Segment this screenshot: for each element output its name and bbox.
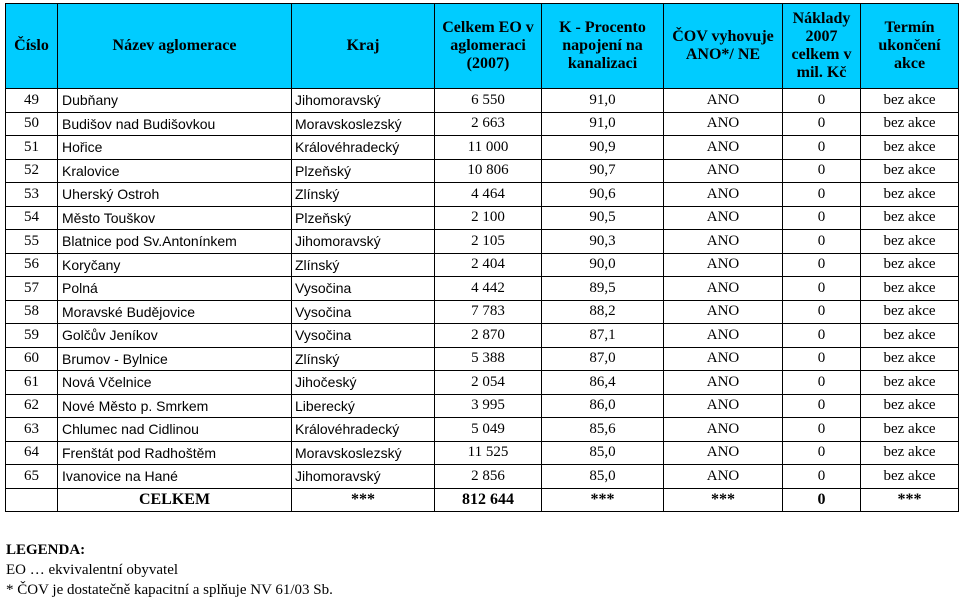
cell-cislo: 56 [6,253,58,277]
cell-procento: 90,3 [542,230,664,254]
cell-nazev: Brumov - Bylnice [58,347,292,371]
cell-termin: bez akce [861,277,959,301]
cell-nazev: Chlumec nad Cidlinou [58,418,292,442]
cell-eo: 4 442 [435,277,542,301]
cell-kraj: Plzeňský [292,159,435,183]
cell-termin: bez akce [861,206,959,230]
total-naklady: 0 [783,488,861,512]
cell-termin: bez akce [861,89,959,113]
cell-kraj: Královéhradecký [292,418,435,442]
cell-cov: ANO [664,206,783,230]
header-naklady: Náklady 2007 celkem v mil. Kč [783,4,861,89]
header-termin: Termín ukončení akce [861,4,959,89]
table-row [6,347,959,371]
cell-eo: 2 856 [435,465,542,489]
cell-procento: 89,5 [542,277,664,301]
cell-nazev: Blatnice pod Sv.Antonínkem [58,230,292,254]
cell-cislo: 51 [6,136,58,160]
cell-naklady: 0 [783,441,861,465]
total-label: CELKEM [58,488,292,512]
cell-cislo: 61 [6,371,58,395]
cell-procento: 86,0 [542,394,664,418]
header-cislo: Číslo [6,4,58,89]
header-nazev: Název aglomerace [58,4,292,89]
cell-procento: 85,0 [542,465,664,489]
cell-eo: 7 783 [435,300,542,324]
cell-termin: bez akce [861,230,959,254]
cell-naklady: 0 [783,230,861,254]
cell-procento: 85,0 [542,441,664,465]
cell-nazev: Kralovice [58,159,292,183]
cell-procento: 91,0 [542,89,664,113]
cell-cov: ANO [664,277,783,301]
cell-cov: ANO [664,324,783,348]
cell-cov: ANO [664,159,783,183]
aglomerace-table [5,3,959,512]
header-row [6,4,959,89]
cell-naklady: 0 [783,300,861,324]
total-procento: *** [542,488,664,512]
cell-cislo: 63 [6,418,58,442]
cell-termin: bez akce [861,347,959,371]
header-eo: Celkem EO v aglomeraci (2007) [435,4,542,89]
cell-kraj: Vysočina [292,300,435,324]
table-row [6,206,959,230]
cell-procento: 86,4 [542,371,664,395]
cell-nazev: Uherský Ostroh [58,183,292,207]
cell-naklady: 0 [783,277,861,301]
table-row [6,277,959,301]
cell-eo: 6 550 [435,89,542,113]
cell-eo: 2 870 [435,324,542,348]
cell-cislo: 50 [6,112,58,136]
cell-termin: bez akce [861,465,959,489]
cell-eo: 4 464 [435,183,542,207]
cell-naklady: 0 [783,324,861,348]
cell-cislo: 58 [6,300,58,324]
cell-nazev: Polná [58,277,292,301]
cell-naklady: 0 [783,206,861,230]
cell-naklady: 0 [783,371,861,395]
cell-nazev: Hořice [58,136,292,160]
cell-procento: 85,6 [542,418,664,442]
cell-kraj: Vysočina [292,277,435,301]
table-row [6,89,959,113]
cell-procento: 90,9 [542,136,664,160]
cell-procento: 90,6 [542,183,664,207]
table-row [6,418,959,442]
cell-cislo: 54 [6,206,58,230]
table-row [6,159,959,183]
cell-termin: bez akce [861,159,959,183]
cell-cov: ANO [664,347,783,371]
cell-procento: 90,7 [542,159,664,183]
cell-cislo: 65 [6,465,58,489]
cell-naklady: 0 [783,418,861,442]
cell-eo: 2 105 [435,230,542,254]
cell-naklady: 0 [783,347,861,371]
cell-kraj: Liberecký [292,394,435,418]
cell-nazev: Golčův Jeníkov [58,324,292,348]
cell-eo: 11 525 [435,441,542,465]
total-eo: 812 644 [435,488,542,512]
cell-termin: bez akce [861,136,959,160]
cell-nazev: Koryčany [58,253,292,277]
cell-kraj: Moravskoslezský [292,112,435,136]
cell-kraj: Zlínský [292,253,435,277]
cell-nazev: Frenštát pod Radhoštěm [58,441,292,465]
table-row [6,253,959,277]
cell-cov: ANO [664,441,783,465]
cell-termin: bez akce [861,418,959,442]
cell-cislo: 64 [6,441,58,465]
cell-nazev: Nové Město p. Smrkem [58,394,292,418]
cell-cislo: 55 [6,230,58,254]
cell-cislo: 57 [6,277,58,301]
total-cislo [6,488,58,512]
cell-procento: 90,5 [542,206,664,230]
header-kraj: Kraj [292,4,435,89]
cell-nazev: Ivanovice na Hané [58,465,292,489]
total-termin: *** [861,488,959,512]
table-row [6,230,959,254]
cell-cov: ANO [664,394,783,418]
cell-cov: ANO [664,112,783,136]
cell-kraj: Královéhradecký [292,136,435,160]
cell-termin: bez akce [861,253,959,277]
total-cov: *** [664,488,783,512]
cell-cov: ANO [664,183,783,207]
cell-termin: bez akce [861,112,959,136]
table-row [6,112,959,136]
cell-termin: bez akce [861,441,959,465]
cell-eo: 5 049 [435,418,542,442]
cell-naklady: 0 [783,394,861,418]
cell-kraj: Jihočeský [292,371,435,395]
cell-nazev: Dubňany [58,89,292,113]
cell-cov: ANO [664,89,783,113]
total-kraj: *** [292,488,435,512]
legend-title: LEGENDA: [6,542,86,558]
cell-cov: ANO [664,300,783,324]
table-row [6,300,959,324]
cell-naklady: 0 [783,253,861,277]
cell-eo: 5 388 [435,347,542,371]
table-row [6,371,959,395]
cell-cislo: 60 [6,347,58,371]
header-cov: ČOV vyhovuje ANO*/ NE [664,4,783,89]
cell-kraj: Vysočina [292,324,435,348]
table-body [6,89,959,512]
table-row [6,465,959,489]
table-row [6,324,959,348]
cell-termin: bez akce [861,394,959,418]
cell-naklady: 0 [783,136,861,160]
cell-kraj: Jihomoravský [292,465,435,489]
cell-termin: bez akce [861,300,959,324]
cell-eo: 2 663 [435,112,542,136]
cell-eo: 2 054 [435,371,542,395]
cell-nazev: Moravské Budějovice [58,300,292,324]
cell-termin: bez akce [861,183,959,207]
cell-eo: 3 995 [435,394,542,418]
cell-procento: 87,0 [542,347,664,371]
cell-eo: 10 806 [435,159,542,183]
cell-eo: 2 100 [435,206,542,230]
cell-naklady: 0 [783,465,861,489]
header-procento: K - Procento napojení na kanalizaci [542,4,664,89]
table-row [6,136,959,160]
cell-procento: 90,0 [542,253,664,277]
cell-cov: ANO [664,230,783,254]
cell-procento: 91,0 [542,112,664,136]
cell-nazev: Město Touškov [58,206,292,230]
cell-procento: 88,2 [542,300,664,324]
table-row [6,394,959,418]
cell-nazev: Nová Včelnice [58,371,292,395]
cell-kraj: Moravskoslezský [292,441,435,465]
legend-eo: EO … ekvivalentní obyvatel [6,562,179,578]
cell-naklady: 0 [783,183,861,207]
cell-termin: bez akce [861,324,959,348]
cell-procento: 87,1 [542,324,664,348]
legend-cov: * ČOV je dostatečně kapacitní a splňuje NV 61/03 Sb. [6,582,333,598]
cell-cov: ANO [664,418,783,442]
cell-kraj: Zlínský [292,183,435,207]
cell-eo: 2 404 [435,253,542,277]
table-row [6,183,959,207]
cell-kraj: Zlínský [292,347,435,371]
legend [6,540,333,600]
cell-cov: ANO [664,253,783,277]
cell-termin: bez akce [861,371,959,395]
table-row [6,441,959,465]
cell-naklady: 0 [783,159,861,183]
cell-kraj: Jihomoravský [292,89,435,113]
total-row [6,488,959,512]
cell-cislo: 49 [6,89,58,113]
cell-naklady: 0 [783,89,861,113]
cell-cov: ANO [664,465,783,489]
cell-eo: 11 000 [435,136,542,160]
cell-cislo: 52 [6,159,58,183]
cell-kraj: Plzeňský [292,206,435,230]
cell-cov: ANO [664,371,783,395]
cell-cislo: 62 [6,394,58,418]
cell-cislo: 53 [6,183,58,207]
cell-nazev: Budišov nad Budišovkou [58,112,292,136]
cell-cislo: 59 [6,324,58,348]
cell-kraj: Jihomoravský [292,230,435,254]
cell-cov: ANO [664,136,783,160]
cell-naklady: 0 [783,112,861,136]
